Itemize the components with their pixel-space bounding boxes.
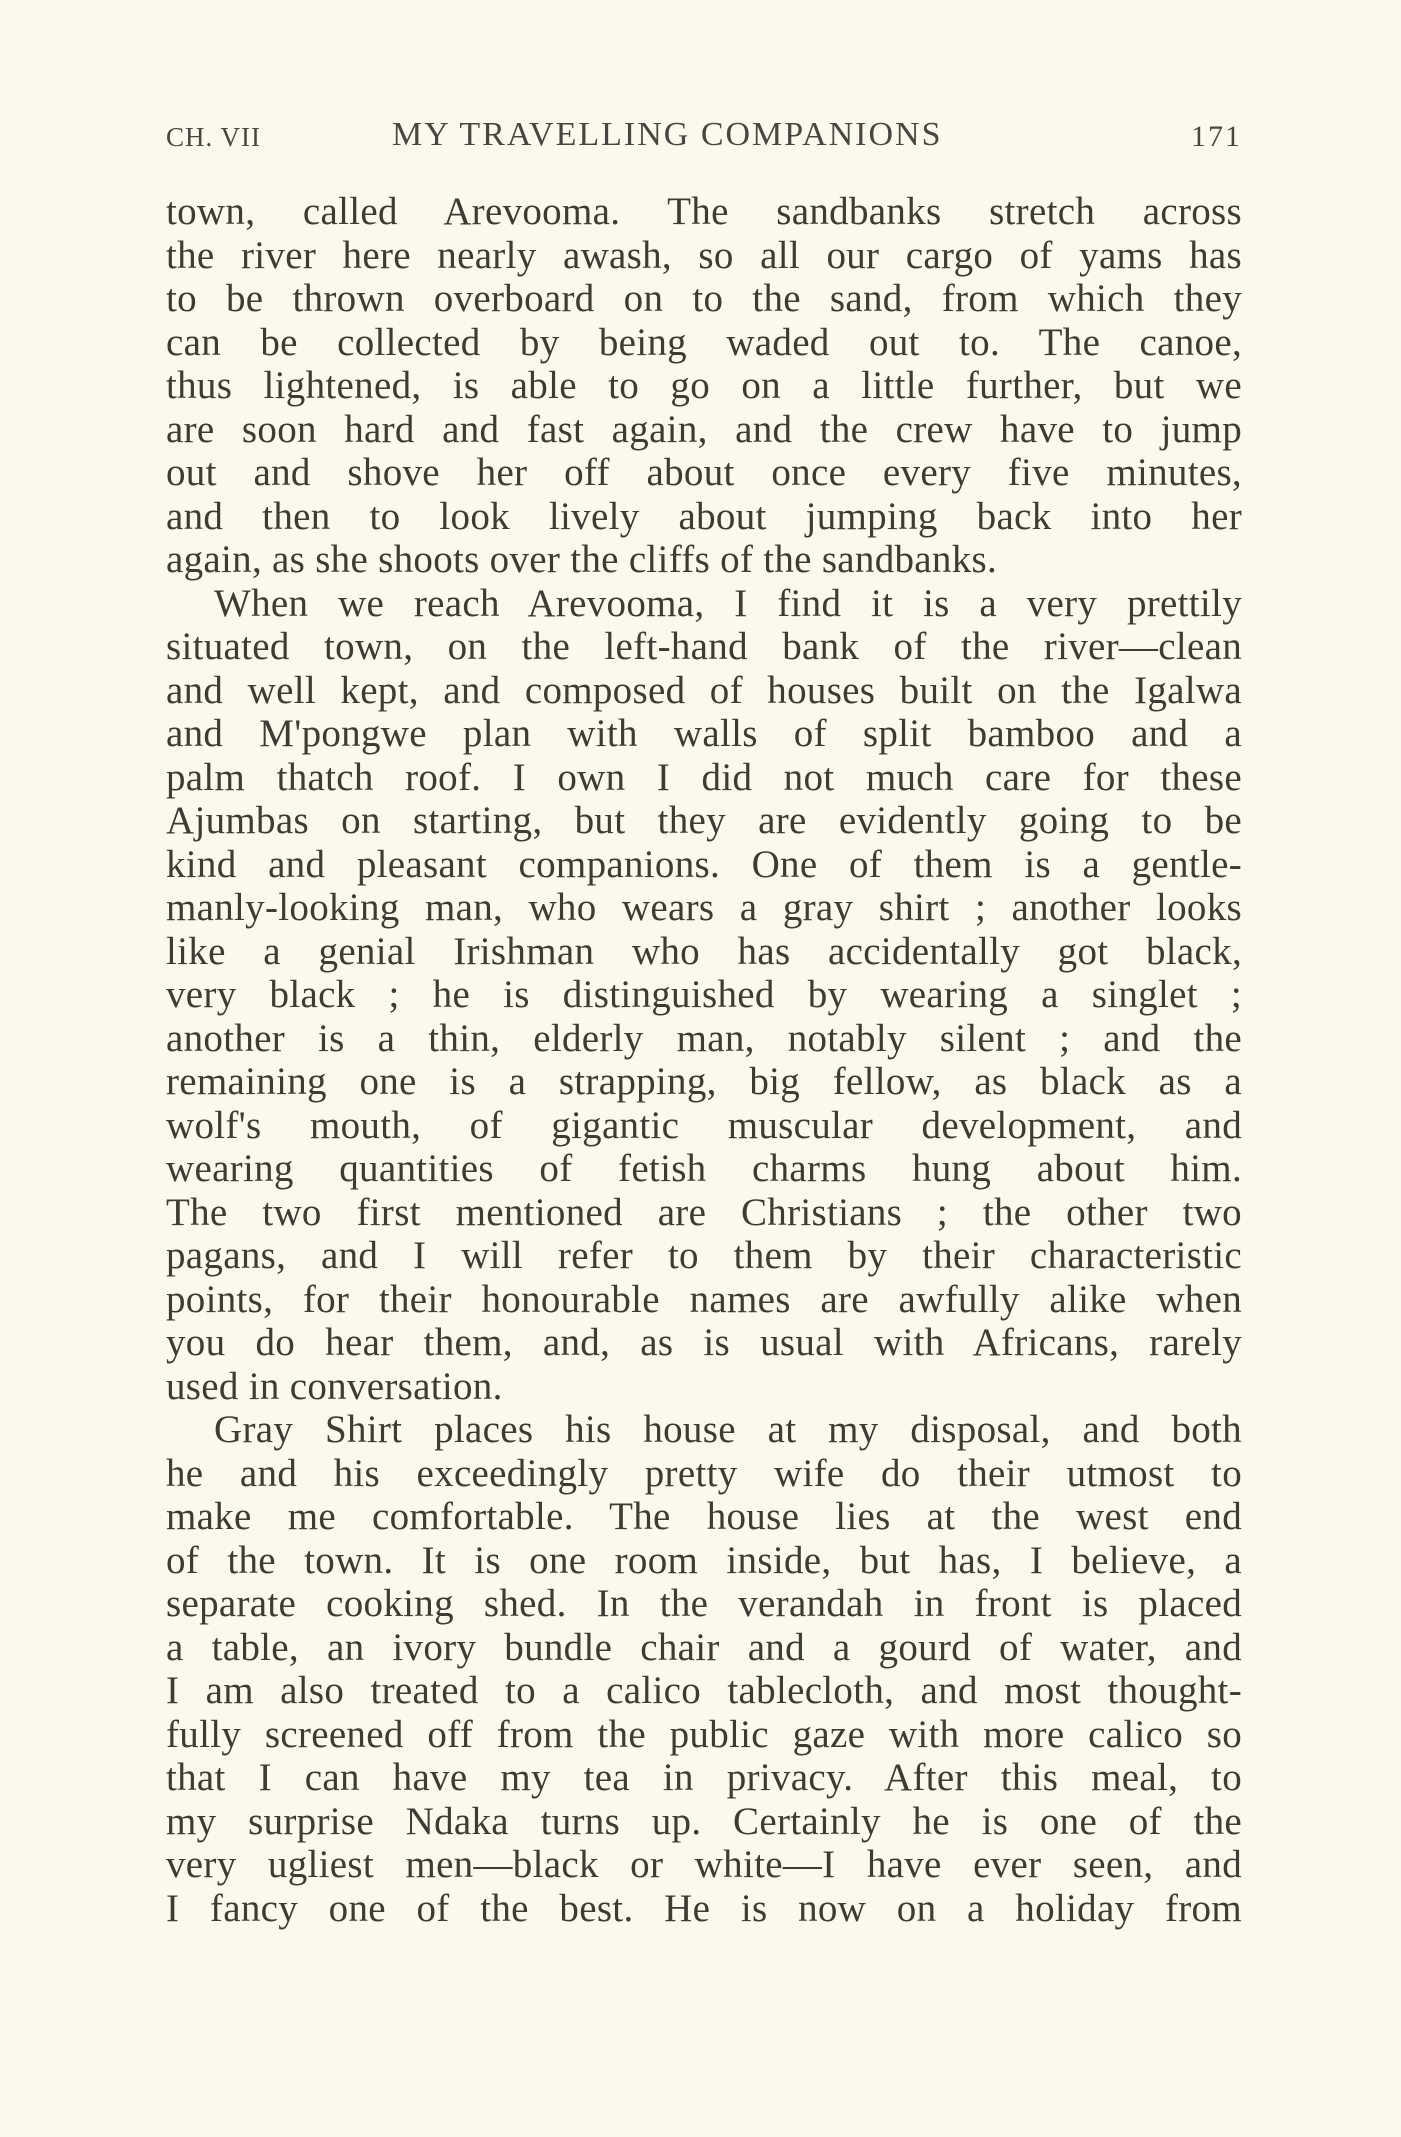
text-line: and then to look lively about jumping back into her bbox=[166, 494, 1242, 538]
text-line: palm thatch roof. I own I did not much care for these bbox=[166, 755, 1242, 799]
text-line: wolf's mouth, of gigantic muscular development, and bbox=[166, 1103, 1242, 1147]
text-line: wearing quantities of fetish charms hung about him. bbox=[166, 1147, 1242, 1190]
chapter-label: CH. VII bbox=[166, 122, 262, 152]
text-line: out and shove her off about once every five minutes, bbox=[166, 451, 1242, 494]
text-line: again, as she shoots over the cliffs of the sandbanks. bbox=[166, 538, 998, 581]
text-line: The two first mentioned are Christians ; the other two bbox=[166, 1190, 1242, 1234]
text-line: I fancy one of the best. He is now on a holiday from bbox=[166, 1886, 1242, 1930]
text-line: and M'pongwe plan with walls of split bamboo and a bbox=[166, 712, 1242, 755]
text-line: town, called Arevooma. The sandbanks stretch across bbox=[166, 190, 1242, 233]
text-line: make me comfortable. The house lies at the west end bbox=[166, 1495, 1242, 1538]
running-head bbox=[166, 116, 1242, 176]
body-text bbox=[166, 190, 1242, 1930]
text-line: pagans, and I will refer to them by their characteristic bbox=[166, 1234, 1242, 1277]
text-line: very ugliest men—black or white—I have ever seen, and bbox=[166, 1843, 1242, 1886]
text-line: remaining one is a strapping, big fellow, as black as a bbox=[166, 1060, 1242, 1103]
text-line: and well kept, and composed of houses built on the Igalwa bbox=[166, 668, 1242, 712]
text-line: the river here nearly awash, so all our cargo of yams has bbox=[166, 233, 1242, 277]
text-line: thus lightened, is able to go on a little further, but we bbox=[166, 364, 1242, 407]
text-line: very black ; he is distinguished by wearing a singlet ; bbox=[166, 973, 1242, 1016]
text-line: another is a thin, elderly man, notably silent ; and the bbox=[166, 1016, 1242, 1060]
text-line: you do hear them, and, as is usual with Africans, rarely bbox=[166, 1321, 1242, 1364]
text-line: situated town, on the left-hand bank of the river—clean bbox=[166, 625, 1242, 668]
text-line: a table, an ivory bundle chair and a gourd of water, and bbox=[166, 1625, 1242, 1669]
text-line: Ajumbas on starting, but they are evidently going to be bbox=[166, 799, 1242, 842]
text-line: I am also treated to a calico tablecloth, and most thought- bbox=[166, 1669, 1242, 1712]
paragraph-start: Gray Shirt places his house at my disposal, and both bbox=[214, 1408, 1242, 1451]
text-line: manly-looking man, who wears a gray shirt ; another looks bbox=[166, 886, 1242, 929]
text-line: points, for their honourable names are awfully alike when bbox=[166, 1277, 1242, 1321]
text-line: used in conversation. bbox=[166, 1364, 503, 1408]
paragraph-start: When we reach Arevooma, I find it is a very prettily bbox=[214, 581, 1242, 625]
text-line: can be collected by being waded out to. The canoe, bbox=[166, 320, 1242, 364]
text-line: my surprise Ndaka turns up. Certainly he is one of the bbox=[166, 1799, 1242, 1843]
text-line: to be thrown overboard on to the sand, from which they bbox=[166, 277, 1242, 320]
text-line: fully screened off from the public gaze with more calico so bbox=[166, 1712, 1242, 1756]
text-line: of the town. It is one room inside, but has, I believe, a bbox=[166, 1538, 1242, 1582]
text-line: separate cooking shed. In the verandah in front is placed bbox=[166, 1582, 1242, 1625]
chapter-title: MY TRAVELLING COMPANIONS bbox=[392, 116, 943, 153]
page-number: 171 bbox=[1191, 120, 1242, 153]
text-line: kind and pleasant companions. One of them is a gentle- bbox=[166, 842, 1242, 886]
text-line: that I can have my tea in privacy. After this meal, to bbox=[166, 1756, 1242, 1799]
text-line: he and his exceedingly pretty wife do their utmost to bbox=[166, 1451, 1242, 1495]
text-line: are soon hard and fast again, and the crew have to jump bbox=[166, 407, 1242, 451]
text-line: like a genial Irishman who has accidentally got black, bbox=[166, 929, 1242, 973]
